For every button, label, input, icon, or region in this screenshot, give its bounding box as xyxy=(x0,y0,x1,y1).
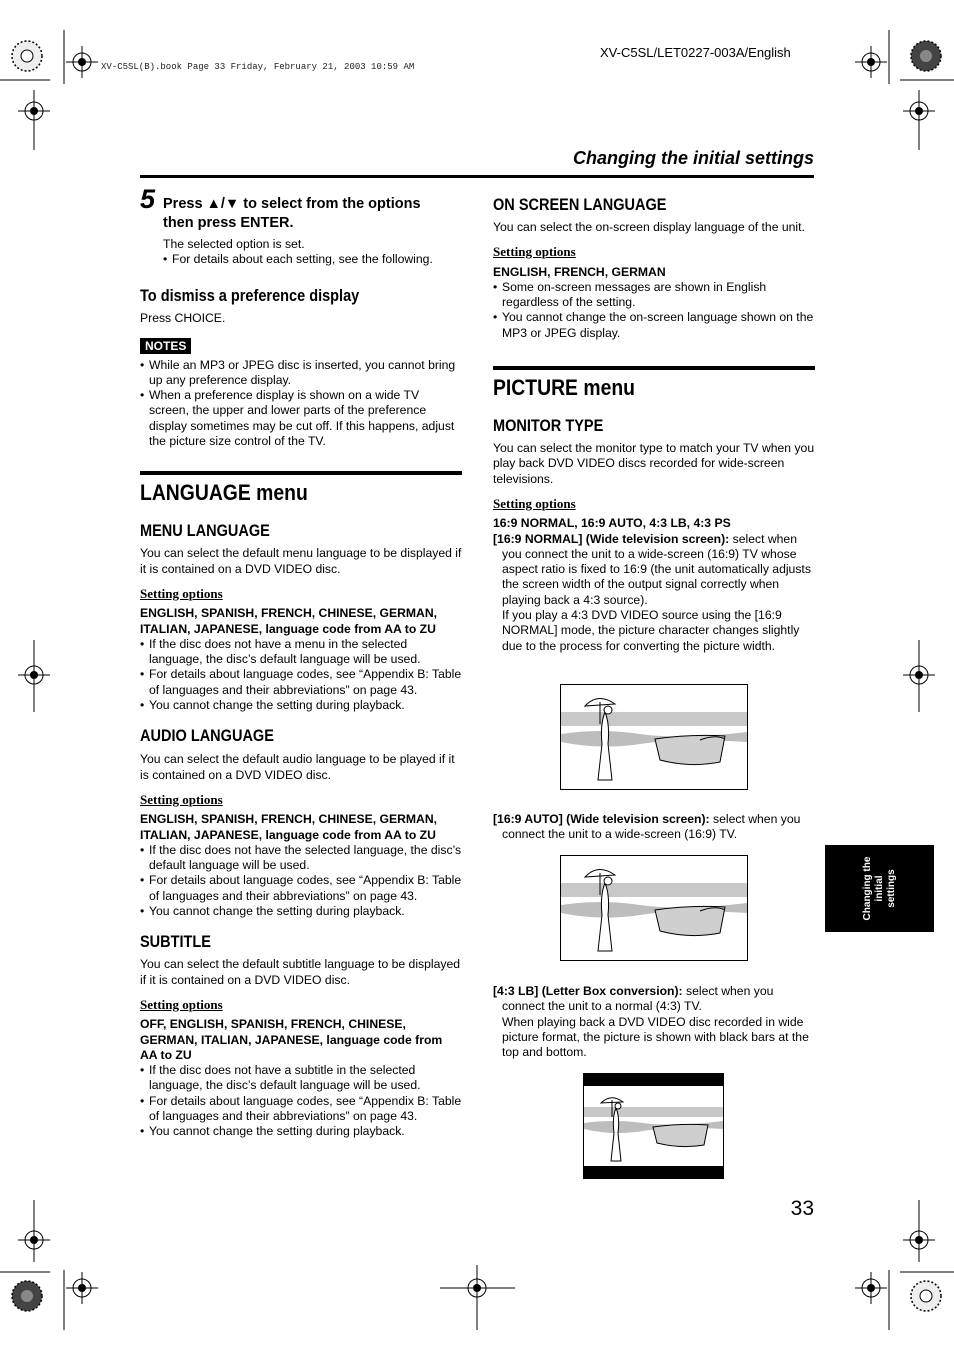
letterbox-mode-desc xyxy=(493,984,815,1015)
page-number: 33 xyxy=(790,1197,814,1220)
setting-options-label: Setting options xyxy=(140,585,223,601)
step-heading-line2: then press ENTER. xyxy=(163,215,294,231)
menu-language-bullet: • If the disc does not have a menu in the selected language, the disc’s default language will be used. xyxy=(140,637,462,668)
side-tab-line: settings xyxy=(885,869,897,908)
right-column xyxy=(493,195,815,654)
monitor-type-heading: MONITOR TYPE xyxy=(493,417,604,436)
normal-mode-desc xyxy=(493,532,815,608)
on-screen-language-options: ENGLISH, FRENCH, GERMAN xyxy=(493,264,666,279)
wide-screen-auto-illustration xyxy=(560,855,748,961)
language-menu-title: LANGUAGE menu xyxy=(140,480,308,506)
audio-language-bullet: • For details about language codes, see “Appendix B: Table of languages and their abbreviations” on page 43. xyxy=(140,873,462,904)
side-tab-line: Changing the xyxy=(861,856,873,921)
normal-mode-note: If you play a 4:3 DVD VIDEO source using the [16:9 NORMAL] mode, the picture character changes slightly due to the process for converting the picture width. xyxy=(502,608,800,653)
subtitle-desc: You can select the default subtitle language to be displayed if it is contained on a DVD VIDEO disc. xyxy=(140,957,461,987)
dismiss-text: Press CHOICE. xyxy=(140,311,226,325)
book-info-line: XV-C5SL(B).book Page 33 Friday, February 21, 2003 10:59 AM xyxy=(101,62,415,72)
step-result-text: The selected option is set. xyxy=(163,237,305,251)
note-item: • When a preference display is shown on a wide TV screen, the upper and lower parts of the preference display sometimes may be cut off. If this happens, adjust the picture size control of the TV. xyxy=(140,388,462,449)
normal-mode-text: select when you connect the unit to a wide-screen (16:9) TV whose aspect ratio is fixed to 16:9 (the unit automatically adjusts the screen width of the output signal correctly when playing back a 4:3 source). xyxy=(502,531,811,607)
on-screen-language-heading: ON SCREEN LANGUAGE xyxy=(493,196,667,214)
document-code: XV-C5SL/LET0227-003A/English xyxy=(600,45,791,60)
audio-language-heading: AUDIO LANGUAGE xyxy=(140,727,274,746)
menu-language-options: ENGLISH, SPANISH, FRENCH, CHINESE, GERMAN, ITALIAN, JAPANESE, language code from AA to ZU xyxy=(140,606,438,636)
auto-mode-desc xyxy=(493,812,815,843)
section-rule xyxy=(493,366,815,370)
on-screen-language-bullet: • Some on-screen messages are shown in English regardless of the setting. xyxy=(493,280,815,311)
letterbox-illustration xyxy=(583,1073,724,1179)
on-screen-language-desc: You can select the on-screen display language of the unit. xyxy=(493,220,805,234)
auto-mode-label: [16:9 AUTO] (Wide television screen): xyxy=(493,812,710,826)
letterbox-mode-note: When playing back a DVD VIDEO disc recorded in wide picture format, the picture is shown with black bars at the top and bottom. xyxy=(502,1014,809,1060)
wide-screen-normal-illustration xyxy=(560,684,748,790)
running-title: Changing the initial settings xyxy=(572,148,814,168)
step-bullet: • For details about each setting, see the following. xyxy=(163,252,463,267)
subtitle-bullet: • If the disc does not have a subtitle in the selected language, the disc’s default language will be used. xyxy=(140,1063,462,1094)
setting-options-label: Setting options xyxy=(493,244,576,260)
subtitle-bullet: • For details about language codes, see “Appendix B: Table of languages and their abbreviations” on page 43. xyxy=(140,1094,462,1125)
subtitle-heading: SUBTITLE xyxy=(140,933,211,952)
on-screen-language-bullet: • You cannot change the on-screen language shown on the MP3 or JPEG display. xyxy=(493,310,815,341)
setting-options-label: Setting options xyxy=(493,495,576,511)
menu-language-heading: MENU LANGUAGE xyxy=(140,522,270,541)
menu-language-bullet: • You cannot change the setting during playback. xyxy=(140,698,462,713)
side-tab-line: initial xyxy=(873,875,885,902)
section-rule xyxy=(140,471,462,475)
header-rule xyxy=(140,175,814,178)
note-item: • While an MP3 or JPEG disc is inserted, you cannot bring up any preference display. xyxy=(140,358,462,389)
setting-options-label: Setting options xyxy=(140,996,223,1012)
left-column xyxy=(140,286,462,1140)
monitor-type-desc: You can select the monitor type to match your TV when you play back DVD VIDEO discs recorded for wide-screen televisions. xyxy=(493,441,815,486)
step-heading-line1: Press ▲/▼ to select from the options xyxy=(163,196,421,212)
notes-badge: NOTES xyxy=(140,338,191,354)
letterbox-mode-text: select when you connect the unit to a normal (4:3) TV. xyxy=(502,984,774,1014)
normal-mode-label: [16:9 NORMAL] (Wide television screen): xyxy=(493,531,730,546)
letterbox-mode-label: [4:3 LB] (Letter Box conversion): xyxy=(493,984,683,998)
subtitle-options: OFF, ENGLISH, SPANISH, FRENCH, CHINESE, GERMAN, ITALIAN, JAPANESE, language code from AA to ZU xyxy=(140,1017,443,1062)
picture-menu-title: PICTURE menu xyxy=(493,375,635,401)
auto-mode-block xyxy=(493,812,815,843)
menu-language-desc: You can select the default menu language to be displayed if it is contained on a DVD VIDEO disc. xyxy=(140,546,462,576)
audio-language-desc: You can select the default audio language to be played if it is contained on a DVD VIDEO disc. xyxy=(140,752,455,782)
chapter-side-tab xyxy=(825,845,934,932)
auto-mode-text: select when you connect the unit to a wide-screen (16:9) TV. xyxy=(502,812,801,842)
audio-language-bullet: • If the disc does not have the selected language, the disc’s default language will be used. xyxy=(140,843,462,874)
audio-language-bullet: • You cannot change the setting during playback. xyxy=(140,904,462,919)
audio-language-options: ENGLISH, SPANISH, FRENCH, CHINESE, GERMAN, ITALIAN, JAPANESE, language code from AA to ZU xyxy=(140,812,438,842)
dismiss-heading: To dismiss a preference display xyxy=(140,287,360,305)
setting-options-label: Setting options xyxy=(140,791,223,807)
subtitle-bullet: • You cannot change the setting during playback. xyxy=(140,1124,462,1139)
monitor-type-options: 16:9 NORMAL, 16:9 AUTO, 4:3 LB, 4:3 PS xyxy=(493,516,731,531)
step-number: 5 xyxy=(140,184,156,214)
menu-language-bullet: • For details about language codes, see “Appendix B: Table of languages and their abbreviations” on page 43. xyxy=(140,667,462,698)
step-5-block xyxy=(163,195,463,268)
letterbox-mode-block xyxy=(493,984,815,1060)
